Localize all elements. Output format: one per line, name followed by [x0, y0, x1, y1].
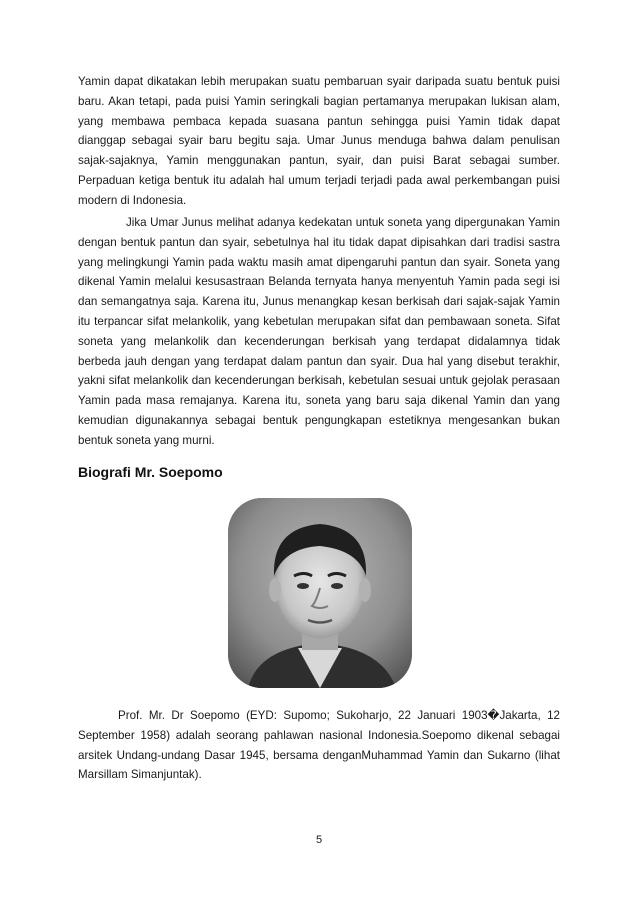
- portrait-image: [228, 498, 412, 688]
- portrait-photo: [228, 498, 412, 688]
- section-heading: Biografi Mr. Soepomo: [78, 464, 223, 480]
- body-paragraph-1: Yamin dapat dikatakan lebih merupakan suatu pembaruan syair daripada suatu bentuk puisi baru. Akan tetapi, pada puisi Yamin seringkali bagian pertamanya merupakan lukisan alam, yang membawa pembaca kepada suasana pantun sehingga puisi Yamin tidak dapat dianggap sebagai syair baru begitu saja. Umar Junus menduga bahwa dalam penulisan sajak-sajaknya, Yamin menggunakan pantun, syair, dan puisi Barat sebagai sumber. Perpaduan ketiga bentuk itu adalah hal umum terjadi terjadi pada awal perkembangan puisi modern di Indonesia.: [78, 75, 560, 207]
- page-number: 5: [315, 834, 323, 846]
- body-paragraph-2: Jika Umar Junus melihat adanya kedekatan untuk soneta yang dipergunakan Yamin dengan bentuk pantun dan syair, sebetulnya hal itu tidak dapat dipisahkan dari tradisi sastra yang melingkungi Yamin pada waktu masih amat dipengaruhi pantun dan syair. Soneta yang dikenal Yamin melalui kesusastraan Belanda ternyata hanya menyentuh Yamin pada segi isi dan semangatnya saja. Karena itu, Junus menangkap kesan berkisah dari sajak-sajak Yamin itu terpancar sifat melankolik, yang kebetulan merupakan sifat dan pembawaan soneta. Sifat soneta yang melankolik dan kecenderungan berkisah yang terdapat didalamnya tidak berbeda jauh dengan yang terdapat dalam pantun dan syair. Dua hal yang disebut terakhir, yakni sifat melankolik dan kecenderungan berkisah, kebetulan sesuai untuk gejolak perasaan Yamin pada masa remajanya. Karena itu, soneta yang baru saja dikenal Yamin dan yang kemudian digunakannya sebagai bentuk pengungkapan estetiknya mengesankan bukan bentuk soneta yang murni.: [78, 216, 560, 447]
- biography-paragraph: Prof. Mr. Dr Soepomo (EYD: Supomo; Sukoharjo, 22 Januari 1903�Jakarta, 12 September 1958) adalah seorang pahlawan nasional Indonesia.Soepomo dikenal sebagai arsitek Undang-undang Dasar 1945, bersama denganMuhammad Yamin dan Sukarno (lihat Marsillam Simanjuntak).: [78, 709, 560, 782]
